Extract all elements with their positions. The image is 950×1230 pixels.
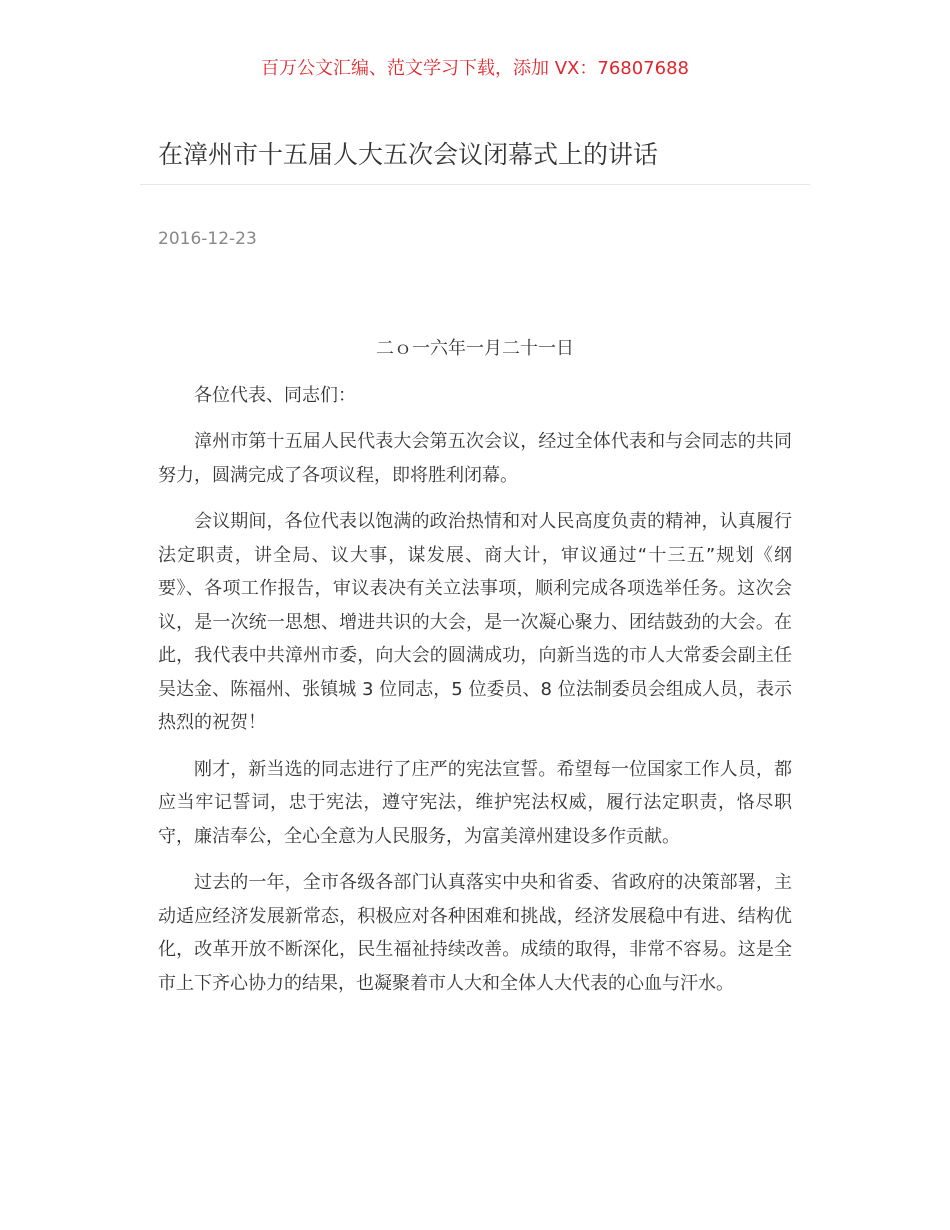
dateline: 二ｏ一六年一月二十一日: [376, 338, 574, 359]
paragraph-1: 漳州市第十五届人民代表大会第五次会议，经过全体代表和与会同志的共同努力，圆满完成了各项议程，即将胜利闭幕。: [158, 431, 792, 486]
article-title: 在漳州市十五届人大五次会议闭幕式上的讲话: [158, 140, 659, 169]
title-divider: [140, 184, 810, 185]
promo-banner: 百万公文汇编、范文学习下载，添加 VX：76807688: [261, 58, 689, 79]
paragraph-2: 会议期间，各位代表以饱满的政治热情和对人民高度负责的精神，认真履行法定职责，讲全局、议大事，谋发展、商大计，审议通过“十三五”规划《纲要》、各项工作报告，审议表决有关立法事项，顺利完成各项选举任务。这次会议，是一次统一思想、增进共识的大会，是一次凝心聚力、团结鼓劲的大会。在此，我代表中共漳州市委，向大会的圆满成功，向新当选的市人大常委会副主任吴达金、陈福州、张镇城 3 位同志，5 位委员、8 位法制委员会组成人员，表示热烈的祝贺！: [158, 511, 792, 733]
paragraph-4: 过去的一年，全市各级各部门认真落实中央和省委、省政府的决策部署，主动适应经济发展新常态，积极应对各种困难和挑战，经济发展稳中有进、结构优化，改革开放不断深化，民生福祉持续改善。成绩的取得，非常不容易。这是全市上下齐心协力的结果，也凝聚着市人大和全体人大代表的心血与汗水。: [158, 872, 792, 994]
paragraph-greeting: 各位代表、同志们：: [194, 384, 356, 406]
article-body: [158, 332, 792, 1013]
paragraph-3: 刚才，新当选的同志进行了庄严的宪法宣誓。希望每一位国家工作人员，都应当牢记誓词，忠于宪法，遵守宪法，维护宪法权威，履行法定职责，恪尽职守，廉洁奉公，全心全意为人民服务，为富美漳州建设多作贡献。: [158, 758, 792, 847]
publish-date: 2016-12-23: [158, 229, 257, 249]
